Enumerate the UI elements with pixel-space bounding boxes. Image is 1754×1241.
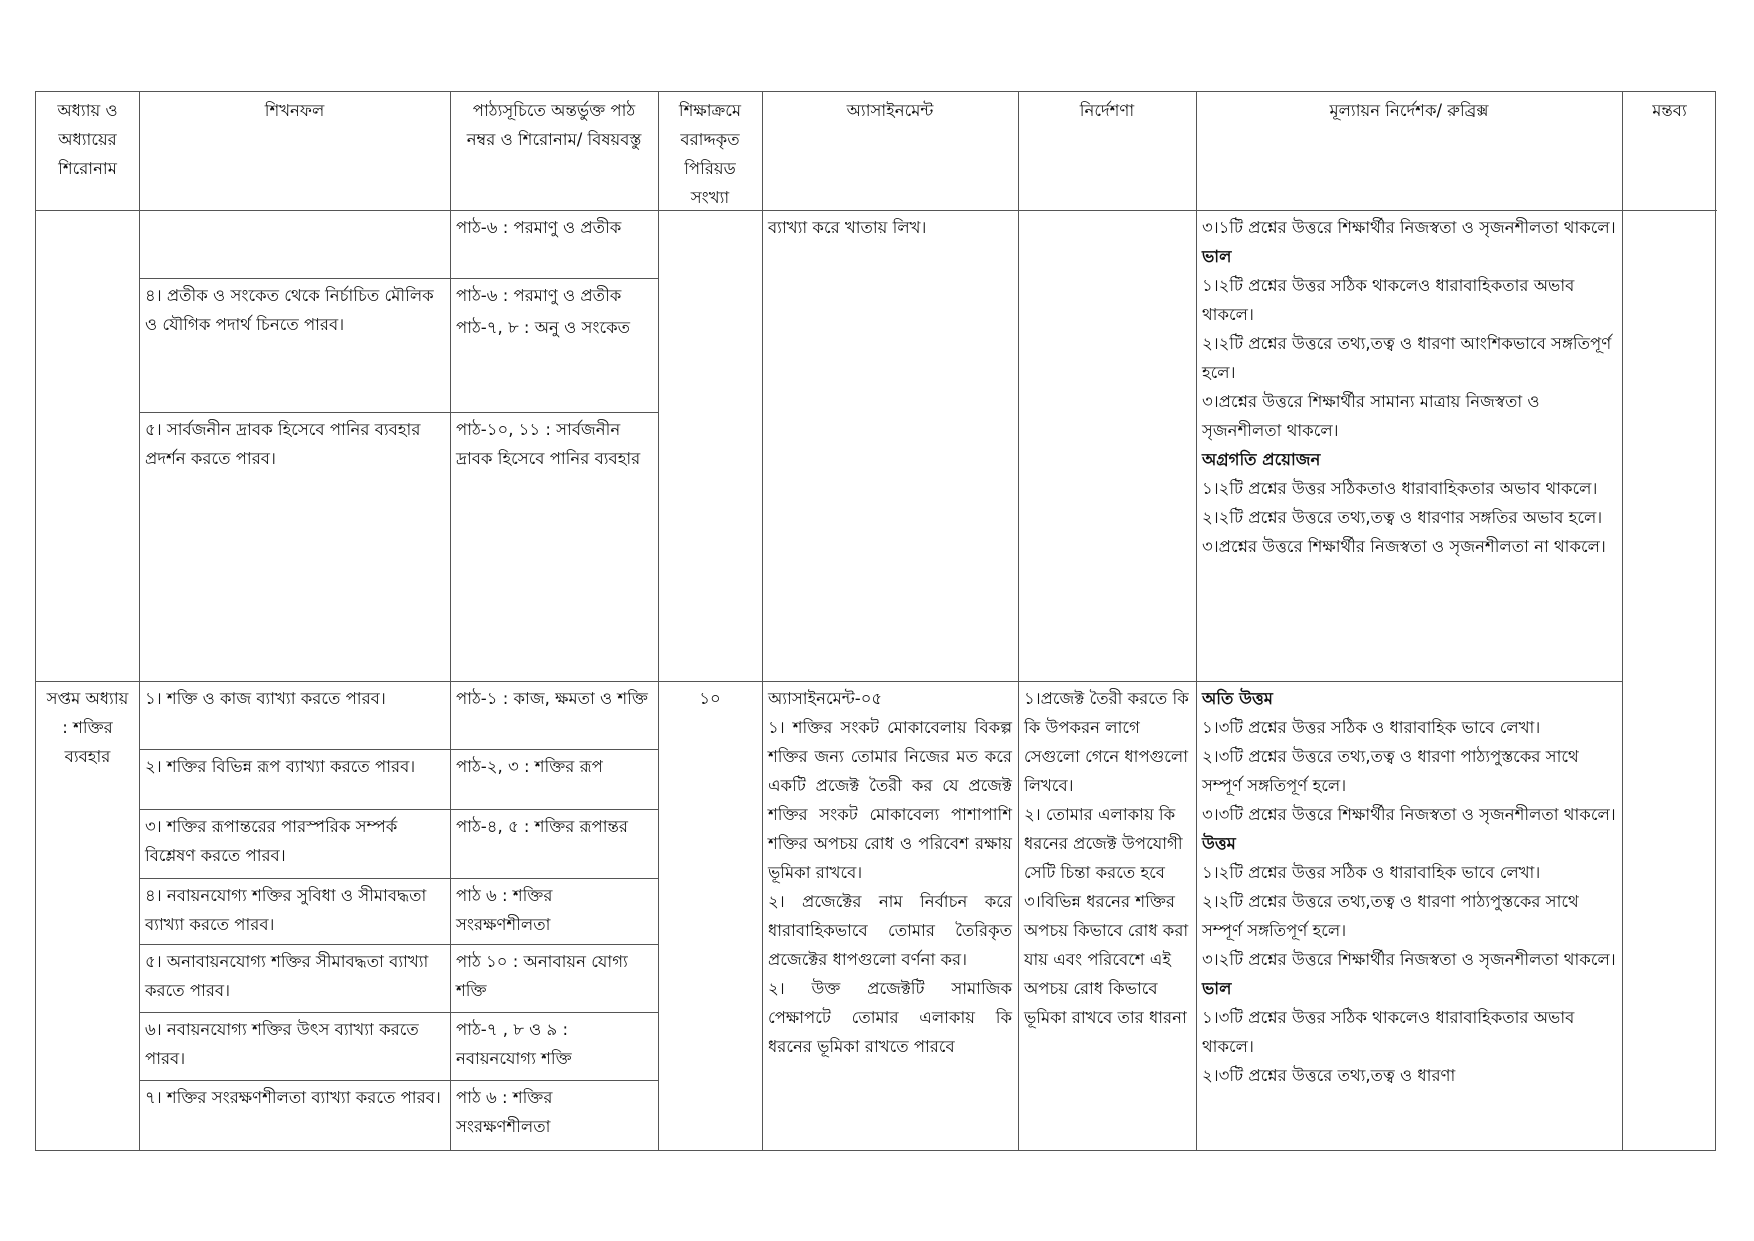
guidance-item: ২। তোমার এলাকায় কি ধরনের প্রজেক্ট উপযোগী সেটি চিন্তা করতে হবে — [1024, 805, 1183, 882]
assignment-cell: ব্যাখ্যা করে খাতায় লিখ। — [768, 218, 927, 237]
rubric-criterion: ১।৩টি প্রশ্নের উত্তর সঠিক থাকলেও ধারাবাহিকতার অভাব থাকলে। — [1202, 1008, 1575, 1056]
assignment-item: ১। শক্তির সংকট মোকাবেলায় বিকল্প শক্তির জন্য তোমার নিজের মত করে একটি প্রজেক্ট তৈরী কর যে প্রজেক্ট শক্তির সংকট মোকাবেল্য পাশাপাশি শক্তির অপচয় রোধ ও পরিবেশ রক্ষায় ভূমিকা রাখবে। — [768, 718, 1012, 882]
header-lesson: পাঠ্যসূচিতে অন্তর্ভুক্ত পাঠ নম্বর ও শিরোনাম/ বিষয়বস্তু — [466, 101, 642, 149]
lesson-cell: পাঠ ৬ : শক্তির সংরক্ষণশীলতা — [456, 886, 553, 934]
outcome-cell: ৫। অনাবায়নযোগ্য শক্তির সীমাবদ্ধতা ব্যাখ্যা করতে পারব। — [145, 952, 429, 1000]
rubric-level-label: উত্তম — [1202, 834, 1236, 853]
lesson-cell — [450, 278, 658, 412]
rubric-criterion: ১।২টি প্রশ্নের উত্তর সঠিক ও ধারাবাহিক ভাবে লেখা। — [1202, 863, 1541, 882]
lesson-cell: পাঠ-১ : কাজ, ক্ষমতা ও শক্তি — [456, 689, 648, 708]
lesson-line: পাঠ-৭, ৮ : অনু ও সংকেত — [456, 318, 631, 337]
header-learning-outcome: শিখনফল — [264, 101, 325, 120]
rubric-criterion: ৩।২টি প্রশ্নের উত্তরে শিক্ষার্থীর নিজস্বতা ও সৃজনশীলতা থাকলে। — [1202, 950, 1616, 969]
outcome-cell: ৭। শক্তির সংরক্ষণশীলতা ব্যাখ্যা করতে পারব। — [145, 1088, 441, 1107]
chapter-title: সপ্তম অধ্যায় : শক্তির ব্যবহার — [46, 689, 129, 766]
guidance-cell — [1018, 681, 1196, 1151]
header-rubric: মূল্যায়ন নির্দেশক/ রুব্রিক্স — [1329, 101, 1489, 120]
outcome-cell: ৪। প্রতীক ও সংকেত থেকে নির্চাচিত মৌলিক ও যৌগিক পদার্থ চিনতে পারব। — [145, 286, 434, 334]
rubric-criterion: ১।২টি প্রশ্নের উত্তর সঠিকতাও ধারাবাহিকতার অভাব থাকলে। — [1202, 479, 1598, 498]
lesson-cell: পাঠ ১০ : অনাবায়ন যোগ্য শক্তি — [456, 952, 628, 1000]
lesson-cell: পাঠ-৭ , ৮ ও ৯ : নবায়নযোগ্য শক্তি — [456, 1020, 572, 1068]
rubric-criterion: ১।২টি প্রশ্নের উত্তর সঠিক থাকলেও ধারাবাহিকতার অভাব থাকলে। — [1202, 276, 1575, 324]
guidance-item: ১।প্রজেক্ট তৈরী করতে কি কি উপকরন লাগে সেগুলো গেনে ধাপগুলো লিখবে। — [1024, 689, 1189, 795]
outcome-cell: ৬। নবায়নযোগ্য শক্তির উৎস ব্যাখ্যা করতে পারব। — [145, 1020, 419, 1068]
outcome-cell: ২। শক্তির বিভিন্ন রূপ ব্যাখ্যা করতে পারব। — [145, 757, 416, 776]
rubric-criterion: ২।২টি প্রশ্নের উত্তরে তথ্য,তত্ব ও ধারণা পাঠ্যপুস্তকের সাথে সম্পূর্ণ সঙ্গতিপূর্ণ হলে। — [1202, 892, 1579, 940]
rubric-level-label: অগ্রগতি প্রয়োজন — [1202, 450, 1321, 469]
assignment-item: ২। প্রজেক্টের নাম নির্বাচন করে ধারাবাহিকভাবে তোমার তৈরিকৃত প্রজেক্টের ধাপগুলো বর্ণনা কর। — [768, 892, 1012, 969]
rubric-cell — [1196, 681, 1622, 1151]
period-count: ১০ — [699, 689, 721, 708]
outcome-cell — [139, 210, 450, 278]
outcome-cell: ৪। নবায়নযোগ্য শক্তির সুবিধা ও সীমাবদ্ধতা ব্যাখ্যা করতে পারব। — [145, 886, 427, 934]
outcome-cell: ৫। সার্বজনীন দ্রাবক হিসেবে পানির ব্যবহার প্রদর্শন করতে পারব। — [145, 420, 421, 468]
rubric-level-label: অতি উত্তম — [1202, 689, 1273, 708]
rubric-level-label: ভাল — [1202, 247, 1232, 266]
rubric-criterion: ৩।প্রশ্নের উত্তরে শিক্ষার্থীর সামান্য মাত্রায় নিজস্বতা ও সৃজনশীলতা থাকলে। — [1202, 392, 1540, 440]
rubric-cell — [1196, 210, 1622, 681]
header-remarks: মন্তব্য — [1652, 101, 1687, 120]
lesson-cell: পাঠ ৬ : শক্তির সংরক্ষণশীলতা — [456, 1088, 553, 1136]
rubric-level-label: ভাল — [1202, 979, 1232, 998]
header-guidance: নির্দেশণা — [1079, 101, 1135, 120]
rubric-criterion: ৩।প্রশ্নের উত্তরে শিক্ষার্থীর নিজস্বতা ও সৃজনশীলতা না থাকলে। — [1202, 537, 1606, 556]
rubric-criterion: ১।৩টি প্রশ্নের উত্তর সঠিক ও ধারাবাহিক ভাবে লেখা। — [1202, 718, 1541, 737]
rubric-criterion: ৩।১টি প্রশ্নের উত্তরে শিক্ষার্থীর নিজস্বতা ও সৃজনশীলতা থাকলে। — [1202, 218, 1616, 237]
lesson-line: পাঠ-৬ : পরমাণু ও প্রতীক — [456, 286, 622, 305]
guidance-item: ৩।বিভিন্ন ধরনের শক্তির অপচয় কিভাবে রোধ করা যায় এবং পরিবেশে এই অপচয় রোধ কিভাবে ভূমিকা রাখবে তার ধারনা — [1024, 892, 1189, 1027]
header-chapter: অধ্যায় ও অধ্যায়ের শিরোনাম — [57, 101, 118, 178]
header-assignment: অ্যাসাইনমেন্ট — [846, 101, 934, 120]
rubric-criterion: ৩।৩টি প্রশ্নের উত্তরে শিক্ষার্থীর নিজস্বতা ও সৃজনশীলতা থাকলে। — [1202, 805, 1616, 824]
rubric-criterion: ২।৩টি প্রশ্নের উত্তরে তথ্য,তত্ব ও ধারণা পাঠ্যপুস্তকের সাথে সম্পূর্ণ সঙ্গতিপূর্ণ হলে। — [1202, 747, 1579, 795]
lesson-cell: পাঠ-৬ : পরমাণু ও প্রতীক — [456, 218, 622, 237]
assignment-item: ২। উক্ত প্রজেক্টটি সামাজিক পেক্ষাপটে তোমার এলাকায় কি ধরনের ভূমিকা রাখতে পারবে — [768, 979, 1012, 1056]
curriculum-table — [35, 91, 1716, 1151]
lesson-cell: পাঠ-১০, ১১ : সার্বজনীন দ্রাবক হিসেবে পানির ব্যবহার — [456, 420, 641, 468]
assignment-title: অ্যাসাইনমেন্ট-০৫ — [768, 689, 883, 708]
rubric-criterion: ২।৩টি প্রশ্নের উত্তরে তথ্য,তত্ব ও ধারণা — [1202, 1066, 1456, 1085]
rubric-criterion: ২।২টি প্রশ্নের উত্তরে তথ্য,তত্ব ও ধারণা আংশিকভাবে সঙ্গতিপূর্ণ হলে। — [1202, 334, 1612, 382]
lesson-cell: পাঠ-৪, ৫ : শক্তির রূপান্তর — [456, 817, 628, 836]
column-divider — [1622, 92, 1623, 1150]
lesson-cell: পাঠ-২, ৩ : শক্তির রূপ — [456, 757, 603, 776]
rubric-criterion: ২।২টি প্রশ্নের উত্তরে তথ্য,তত্ব ও ধারণার সঙ্গতির অভাব হলে। — [1202, 508, 1603, 527]
header-periods: শিক্ষাক্রমে বরাদ্দকৃত পিরিয়ড সংখ্যা — [678, 101, 742, 207]
outcome-cell: ৩। শক্তির রূপান্তরের পারস্পরিক সম্পর্ক বিশ্লেষণ করতে পারব। — [145, 817, 398, 865]
assignment-cell — [762, 681, 1018, 1151]
outcome-cell: ১। শক্তি ও কাজ ব্যাখ্যা করতে পারব। — [145, 689, 386, 708]
